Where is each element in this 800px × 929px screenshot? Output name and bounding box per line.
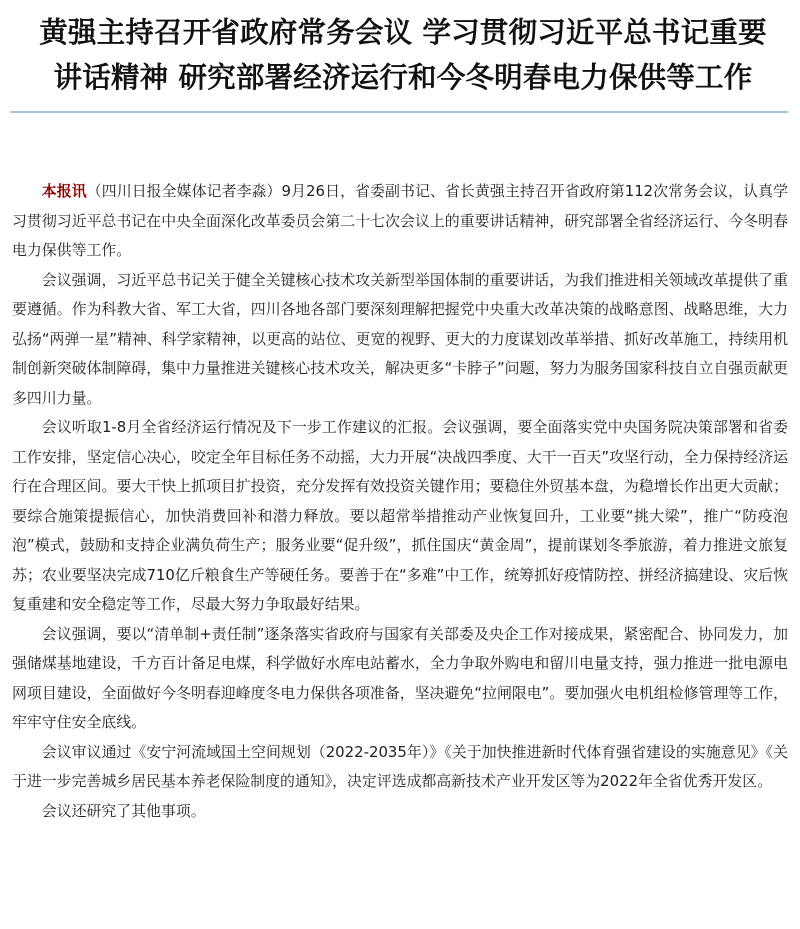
dateline-lead: 本报讯	[41, 182, 87, 200]
article-paragraph-6: 会议还研究了其他事项。	[41, 801, 206, 820]
headline-divider	[10, 111, 788, 113]
paragraph-1-text: （四川日报全媒体记者李淼）9月26日，省委副书记、省长黄强主持召开省政府第112次常务会议，认真学习贯彻习近平总书记在中央全面深化改革委员会第二十七次会议上的重要讲话精神，研究部署全省经济运行、今冬明春电力保供等工作。	[12, 182, 788, 259]
article-paragraph-5: 会议审议通过《安宁河流域国土空间规划（2022-2035年）》《关于加快推进新时代体育强省建设的实施意见》《关于进一步完善城乡居民基本养老保险制度的通知》，决定评选成都高新技术产业开发区等为2022年全省优秀开发区。	[12, 742, 788, 790]
article-headline	[8, 10, 798, 100]
article-body	[12, 177, 788, 826]
article-paragraph-1	[12, 177, 788, 266]
article-paragraph-2: 会议强调，习近平总书记关于健全关键核心技术攻关新型举国体制的重要讲话，为我们推进相关领域改革提供了重要遵循。作为科教大省、军工大省，四川各地各部门要深刻理解把握党中央重大改革决策的战略意图、战略思维，大力弘扬“两弹一星”精神、科学家精神，以更高的站位、更宽的视野、更大的力度谋划改革举措、抓好改革施工，持续用机制创新突破体制障碍，集中力量推进关键核心技术攻关，解决更多“卡脖子”问题，努力为服务国家科技自立自强贡献更多四川力量。	[12, 270, 788, 407]
headline-line-2: 讲话精神 研究部署经济运行和今冬明春电力保供等工作	[53, 61, 753, 94]
article-paragraph-3: 会议听取1-8月全省经济运行情况及下一步工作建议的汇报。会议强调，要全面落实党中央国务院决策部署和省委工作安排，坚定信心决心，咬定全年目标任务不动摇，大力开展“决战四季度、大干一百天”攻坚行动，全力保持经济运行在合理区间。要大干快上抓项目扩投资，充分发挥有效投资关键作用；要稳住外贸基本盘，为稳增长作出更大贡献；要综合施策提振信心，加快消费回补和潜力释放。要以超常举措推动产业恢复回升，工业要“挑大梁”，推广“防疫泡泡”模式，鼓励和支持企业满负荷生产；服务业要“促升级”，抓住国庆“黄金周”，提前谋划冬季旅游，着力推进文旅复苏；农业要坚决完成710亿斤粮食生产等硬任务。要善于在“多难”中工作，统筹抓好疫情防控、拼经济搞建设、灾后恢复重建和安全稳定等工作，尽最大努力争取最好结果。	[12, 418, 788, 613]
headline-line-1: 黄强主持召开省政府常务会议 学习贯彻习近平总书记重要	[39, 16, 767, 49]
article-paragraph-4: 会议强调，要以“清单制+责任制”逐条落实省政府与国家有关部委及央企工作对接成果，紧密配合、协同发力，加强储煤基地建设，千方百计备足电煤，科学做好水库电站蓄水，全力争取外购电和留川电量支持，强力推进一批电源电网项目建设，全面做好今冬明春迎峰度冬电力保供各项准备，坚决避免“拉闸限电”。要加强火电机组检修管理等工作，牢牢守住安全底线。	[12, 624, 788, 731]
